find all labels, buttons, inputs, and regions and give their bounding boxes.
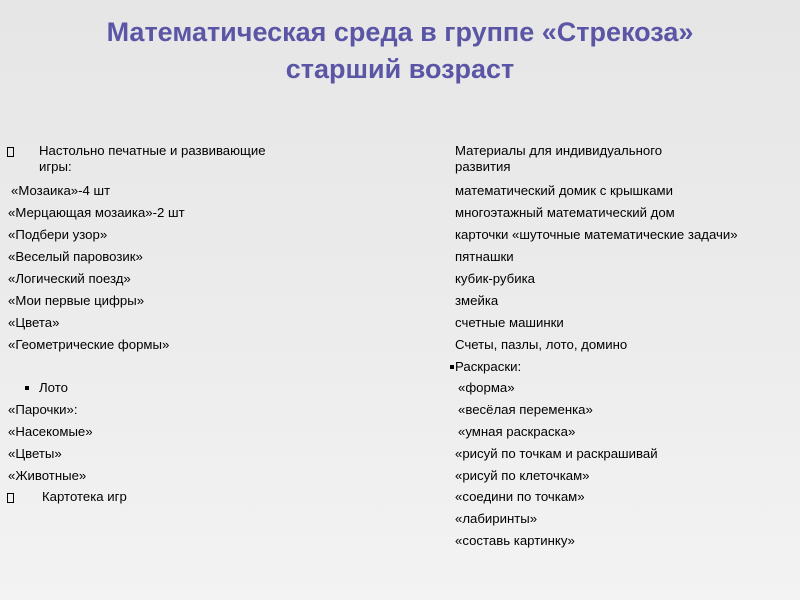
title-line-2: старший возраст [285,54,515,84]
list-item: «Мозаика»-4 шт [11,183,111,198]
list-item: «умная раскраска» [458,424,576,439]
list-item: «Парочки»: [8,402,78,417]
left-heading-line-2: игры: [39,159,72,174]
list-item: «рисуй по клеточкам» [455,468,590,483]
left-heading-line-1: Настольно печатные и развивающие [39,143,266,158]
right-heading-line-2: развития [455,159,511,174]
list-item: «соедини по точкам» [455,489,585,504]
list-item: математический домик с крышками [455,183,673,198]
list-item: пятнашки [455,249,514,264]
list-item: «составь картинку» [455,533,575,548]
list-item: «Мерцающая мозаика»-2 шт [8,205,185,220]
list-item: «Подбери узор» [8,227,108,242]
right-heading-line-1: Материалы для индивидуального [455,143,663,158]
list-item: «весёлая переменка» [458,402,593,417]
list-item: «Цветы» [8,446,62,461]
list-item: «Насекомые» [8,424,93,439]
loto-heading: Лото [39,380,68,395]
list-item: «рисуй по точкам и раскрашивай [455,446,658,461]
list-item: «форма» [458,380,515,395]
list-item: кубик-рубика [455,271,535,286]
list-item: «Логический поезд» [8,271,131,286]
list-item: Счеты, пазлы, лото, домино [455,337,628,352]
list-item: карточки «шуточные математические задачи» [455,227,738,242]
list-item: «Геометрические формы» [8,337,170,352]
list-item: «лабиринты» [455,511,538,526]
list-item: «Цвета» [8,315,60,330]
coloring-heading: Раскраски: [455,359,522,374]
title-line-1: Математическая среда в группе «Стрекоза» [106,17,694,47]
list-item: «Мои первые цифры» [8,293,145,308]
box-bullet-icon [7,493,14,503]
page-title [0,14,800,88]
list-item: «Веселый паровозик» [8,249,143,264]
box-bullet-icon [7,147,14,157]
list-item: «Животные» [8,468,87,483]
square-bullet-icon [450,365,454,369]
list-item: змейка [455,293,499,308]
card-index-heading: Картотека игр [42,489,127,504]
list-item: счетные машинки [455,315,564,330]
list-item: многоэтажный математический дом [455,205,675,220]
square-bullet-icon [25,386,29,390]
